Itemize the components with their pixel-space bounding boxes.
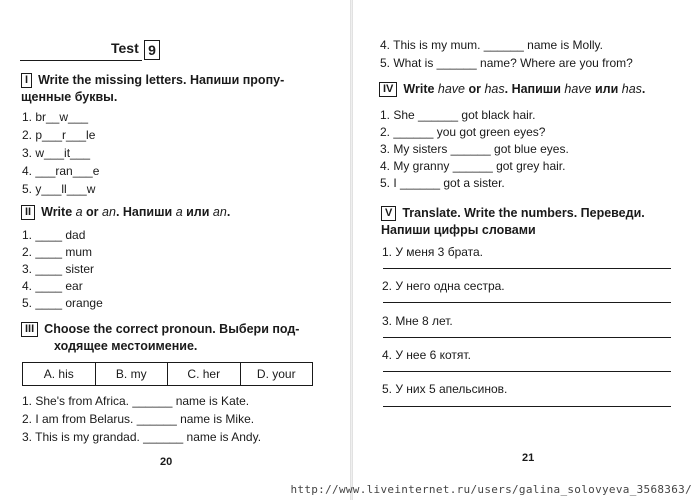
sec1-item-5: 5. y___ll___w — [22, 182, 96, 196]
sec5-item-4: 4. У нее 6 котят. — [382, 348, 471, 362]
sec2-text-3: . Напиши — [115, 205, 176, 219]
section-5-title: Translate. Write the numbers. Переведи. — [402, 206, 645, 220]
answer-line-3 — [383, 337, 671, 338]
section-5-number: V — [381, 206, 396, 221]
sec2-word-a: a — [75, 205, 83, 219]
option-d: D. your — [256, 367, 296, 381]
sec2-item-2: 2. ____ mum — [22, 245, 93, 259]
section-5-title-cont: Напиши цифры словами — [381, 223, 536, 237]
section-3-heading — [21, 321, 299, 355]
sec4-item-4: 4. My granny ______ got grey hair. — [380, 159, 566, 173]
sec4-word-have: have — [437, 82, 466, 96]
sec4-text-4: или — [591, 82, 622, 96]
test-number-box: 9 — [144, 40, 160, 60]
sec4-text-3: . Напиши — [504, 82, 565, 96]
section-4-number: IV — [379, 82, 397, 97]
section-2-heading — [21, 204, 230, 221]
sec4-word-has-ru: has — [621, 82, 642, 96]
section-1-heading — [21, 72, 284, 106]
test-label: Test — [111, 40, 139, 56]
sec4-word-have-ru: have — [564, 82, 592, 96]
sec3-item-4: 4. This is my mum. ______ name is Molly. — [380, 38, 603, 52]
sec1-item-2: 2. p___r___le — [22, 128, 96, 142]
sec4-text-5: . — [641, 82, 646, 96]
sec5-item-5: 5. У них 5 апельсинов. — [382, 382, 508, 396]
sec5-item-3: 3. Мне 8 лет. — [382, 314, 453, 328]
sec2-word-an: an — [102, 205, 116, 219]
watermark-url: http://www.liveinternet.ru/users/galina_solovyeva_3568363/ — [290, 483, 692, 496]
test-title — [20, 40, 170, 62]
sec2-word-an-ru: an — [212, 205, 227, 219]
sec4-word-has: has — [484, 82, 505, 96]
page-number-left: 20 — [160, 456, 173, 468]
sec2-word-a-ru: a — [175, 205, 183, 219]
answer-line-5 — [383, 406, 671, 407]
section-3-title-cont: ходящее местоимение. — [54, 339, 198, 353]
book-spine — [350, 0, 353, 500]
title-underline — [20, 60, 142, 61]
sec3-item-2: 2. I am from Belarus. ______ name is Mike. — [22, 412, 255, 426]
section-2-number: II — [21, 205, 35, 220]
sec2-text-5: . — [226, 205, 231, 219]
option-c: C. her — [168, 363, 241, 385]
answer-line-1 — [383, 268, 671, 269]
option-a: A. his — [23, 363, 96, 385]
sec4-text-1: Write — [403, 82, 438, 96]
sec1-item-3: 3. w___it___ — [22, 146, 91, 160]
page-number-right: 21 — [522, 452, 535, 464]
sec2-item-5: 5. ____ orange — [22, 296, 103, 310]
sec4-item-3: 3. My sisters ______ got blue eyes. — [380, 142, 569, 156]
sec2-text-1: Write — [41, 205, 76, 219]
section-4-heading — [379, 81, 645, 98]
sec4-item-5: 5. I ______ got a sister. — [380, 176, 505, 190]
sec5-item-2: 2. У него одна сестра. — [382, 279, 505, 293]
sec4-item-2: 2. ______ you got green eyes? — [380, 125, 546, 139]
sec2-text-2: or — [82, 205, 103, 219]
sec1-item-1: 1. br__w___ — [22, 110, 89, 124]
sec2-item-1: 1. ____ dad — [22, 228, 86, 242]
sec3-item-5: 5. What is ______ name? Where are you from? — [380, 56, 633, 70]
section-3-title: Choose the correct pronoun. Выбери под- — [44, 322, 300, 336]
sec3-item-3: 3. This is my grandad. ______ name is Andy. — [22, 430, 262, 444]
sec2-text-4: или — [182, 205, 213, 219]
sec4-text-2: or — [465, 82, 485, 96]
section-1-title: Write the missing letters. Напиши пропу- — [38, 73, 285, 87]
answer-line-4 — [383, 371, 671, 372]
section-3-number: III — [21, 322, 38, 337]
sec2-item-3: 3. ____ sister — [22, 262, 95, 276]
sec1-item-4: 4. ___ran___e — [22, 164, 100, 178]
option-b: B. my — [96, 363, 169, 385]
sec5-item-1: 1. У меня 3 брата. — [382, 245, 484, 259]
sec3-item-1: 1. She's from Africa. ______ name is Kate. — [22, 394, 250, 408]
sec4-item-1: 1. She ______ got black hair. — [380, 108, 536, 122]
answer-line-2 — [383, 302, 671, 303]
pronoun-options-table — [22, 362, 313, 386]
section-1-number: I — [21, 73, 32, 88]
section-5-heading — [381, 205, 645, 239]
sec2-item-4: 4. ____ ear — [22, 279, 83, 293]
section-1-title-cont: щенные буквы. — [21, 90, 118, 104]
